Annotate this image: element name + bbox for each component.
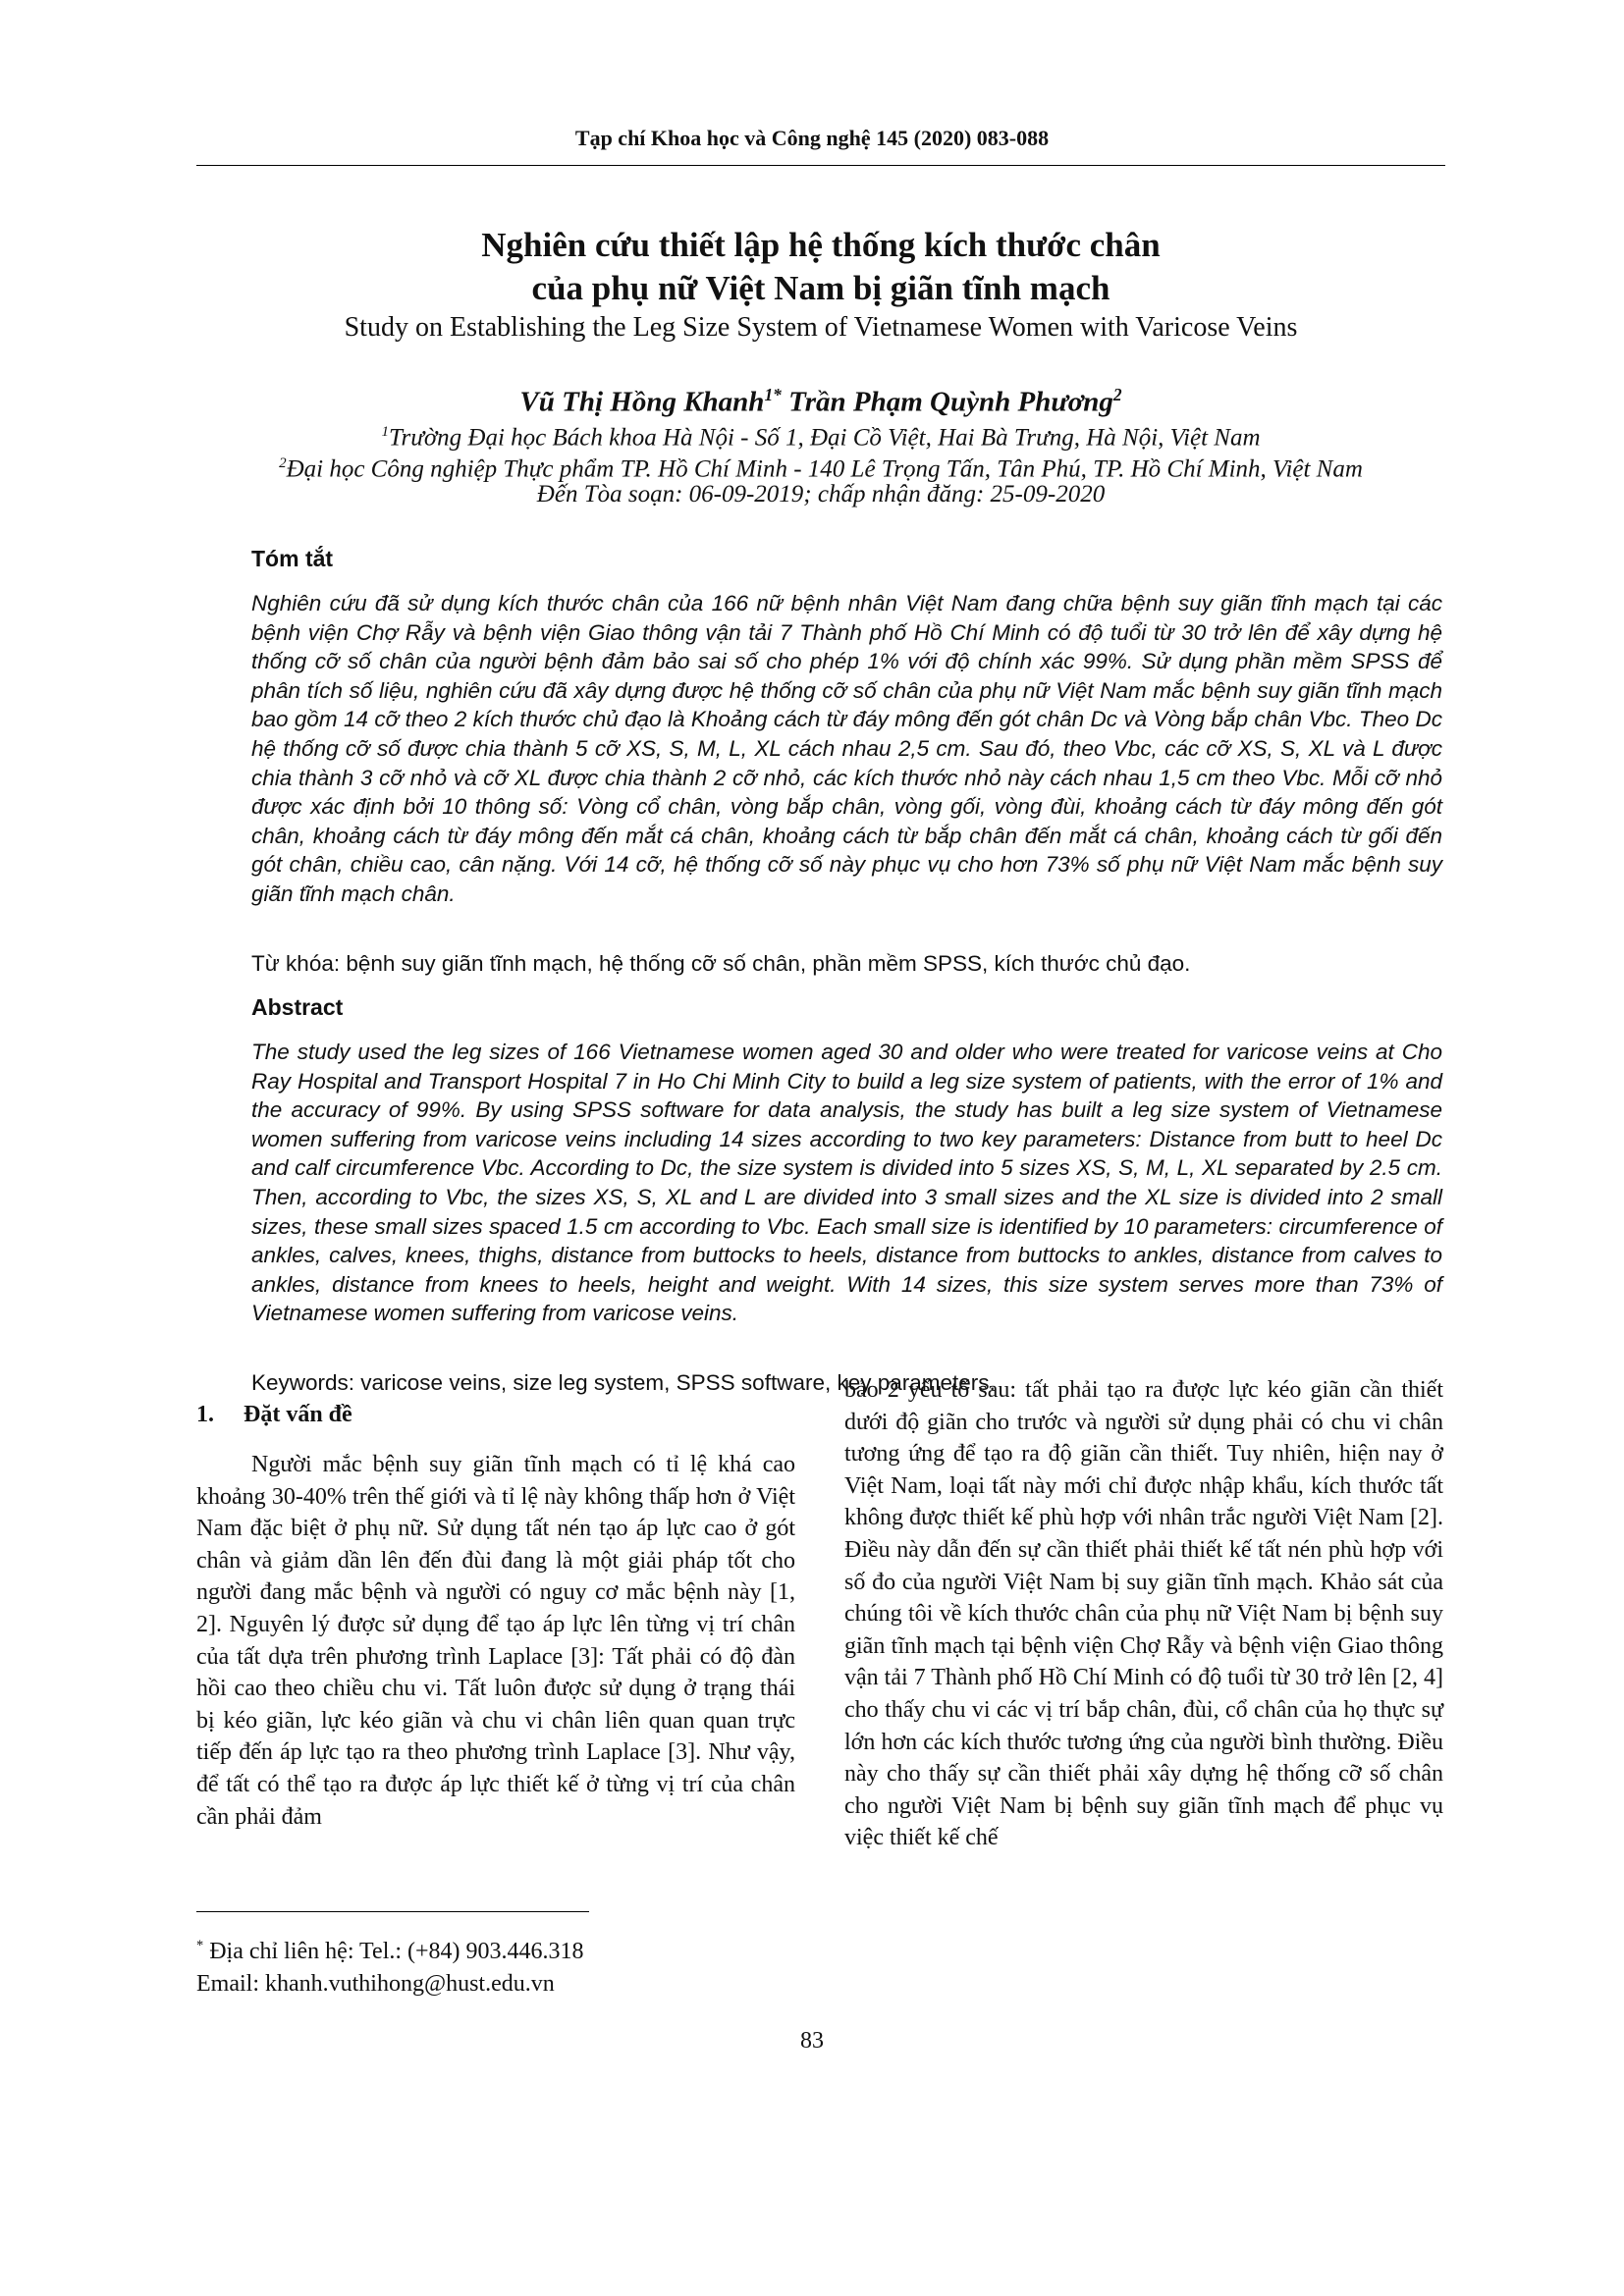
title-line-2: của phụ nữ Việt Nam bị giãn tĩnh mạch bbox=[531, 269, 1110, 307]
author-1-marker: 1* bbox=[764, 385, 782, 404]
author-1: Vũ Thị Hồng Khanh bbox=[519, 386, 765, 418]
paper-title-vi bbox=[196, 224, 1445, 310]
affiliation-1-marker: 1 bbox=[381, 424, 389, 440]
footnote-phone: Địa chỉ liên hệ: Tel.: (+84) 903.446.318 bbox=[203, 1939, 584, 1964]
affiliation-1-text: Trường Đại học Bách khoa Hà Nội - Số 1, Đại Cồ Việt, Hai Bà Trưng, Hà Nội, Việt Nam bbox=[388, 424, 1261, 452]
footnote bbox=[196, 1930, 795, 2001]
journal-header: Tạp chí Khoa học và Công nghệ 145 (2020) 083-088 bbox=[574, 126, 1050, 150]
paper-title-en: Study on Establishing the Leg Size System of Vietnamese Women with Varicose Veins bbox=[344, 312, 1298, 343]
footnote-email: Email: khanh.vuthihong@hust.edu.vn bbox=[196, 1971, 555, 1997]
footnote-marker: * bbox=[196, 1938, 204, 1953]
author-2-marker: 2 bbox=[1112, 385, 1122, 404]
footnote-divider bbox=[196, 1911, 589, 1912]
title-line-1: Nghiên cứu thiết lập hệ thống kích thước chân bbox=[481, 226, 1161, 264]
section-1-left-column: Người mắc bệnh suy giãn tĩnh mạch có tỉ lệ khá cao khoảng 30-40% trên thế giới và tỉ lệ này không thấp hơn ở Việt Nam đặc biệt ở phụ nữ. Sử dụng tất nén tạo áp lực cao ở gót chân và giảm dần lên đến đùi đang là một giải pháp tốt cho người đang mắc bệnh và người có nguy cơ mắc bệnh này [1, 2]. Nguyên lý được sử dụng để tạo áp lực lên từng vị trí chân của tất dựa trên phương trình Laplace [3]: Tất phải có độ đàn hồi cao theo chiều chu vi. Tất luôn được sử dụng ở trạng thái bị kéo giãn, lực kéo giãn và chu vi chân liên quan quan trực tiếp đến áp lực tạo ra theo phương trình Laplace [3]. Như vậy, để tất có thể tạo ra được áp lực thiết kế ở từng vị trí của chân cần phải đảm bbox=[196, 1452, 795, 1830]
author-list bbox=[196, 377, 1445, 420]
affiliation-2-marker: 2 bbox=[279, 455, 287, 471]
header-divider bbox=[196, 165, 1445, 166]
abstract-heading: Abstract bbox=[251, 994, 344, 1020]
affiliation-2-text: Đại học Công nghiệp Thực phẩm TP. Hồ Chí Minh - 140 Lê Trọng Tấn, Tân Phú, TP. Hồ Chí Minh, Việt Nam bbox=[286, 455, 1363, 483]
author-2: Trần Phạm Quỳnh Phương bbox=[781, 386, 1113, 418]
keywords-en: Keywords: varicose veins, size leg system, SPSS software, key parameters. bbox=[251, 1370, 996, 1395]
summary-text: Nghiên cứu đã sử dụng kích thước chân của 166 nữ bệnh nhân Việt Nam đang chữa bệnh suy giãn tĩnh mạch tại các bệnh viện Chợ Rẫy và bệnh viện Giao thông vận tải 7 Thành phố Hồ Chí Minh có độ tuổi từ 30 trở lên để xây dựng hệ thống cỡ số chân của người bệnh đảm bảo sai số cho phép 1% với độ chính xác 99%. Sử dụng phần mềm SPSS để phân tích số liệu, nghiên cứu đã xây dựng được hệ thống cỡ số chân của phụ nữ Việt Nam mắc bệnh suy giãn tĩnh mạch bao gồm 14 cỡ theo 2 kích thước chủ đạo là Khoảng cách từ đáy mông đến gót chân Dc và Vòng bắp chân Vbc. Theo Dc hệ thống cỡ số được chia thành 5 cỡ XS, S, M, L, XL cách nhau 2,5 cm. Sau đó, theo Vbc, các cỡ XS, S, XL và L được chia thành 3 cỡ nhỏ và cỡ XL được chia thành 2 cỡ nhỏ, các kích thước nhỏ này cách nhau 1,5 cm theo Vbc. Mỗi cỡ nhỏ được xác định bởi 10 thông số: Vòng cổ chân, vòng bắp chân, vòng gối, vòng đùi, khoảng cách từ đáy mông đến gót chân, khoảng cách từ đáy mông đến mắt cá chân, khoảng cách từ bắp chân đến mắt cá chân, khoảng cách từ gối đến gót chân, chiều cao, cân nặng. Với 14 cỡ, hệ thống cỡ số này phục vụ cho hơn 73% số phụ nữ Việt Nam mắc bệnh suy giãn tĩnh mạch chân. bbox=[251, 591, 1442, 906]
section-1-right-column: bảo 2 yếu tố sau: tất phải tạo ra được lực kéo giãn cần thiết dưới độ giãn cho trước và người sử dụng phải có chu vi chân tương ứng để tạo ra độ giãn cần thiết. Tuy nhiên, hiện nay ở Việt Nam, loại tất này mới chỉ được nhập khẩu, kích thước tất không được thiết kế phù hợp với nhân trắc người Việt Nam [2]. Điều này dẫn đến sự cần thiết phải thiết kế tất nén phù hợp với số đo của người Việt Nam bị suy giãn tĩnh mạch. Khảo sát của chúng tôi về kích thước chân của phụ nữ Việt Nam bị bệnh suy giãn tĩnh mạch tại bệnh viện Chợ Rẫy và bệnh viện Giao thông vận tải 7 Thành phố Hồ Chí Minh có độ tuổi từ 30 trở lên [2, 4] cho thấy chu vi các vị trí bắp chân, đùi, cổ chân của họ thực sự lớn hơn các kích thước tương ứng của người bình thường. Điều này cho thấy sự cần thiết phải xây dựng hệ thống cỡ số chân cho người Việt Nam bị bệnh suy giãn tĩnh mạch để phục vụ việc thiết kế chế bbox=[844, 1377, 1443, 1851]
section-1-heading: 1. Đặt vấn đề bbox=[196, 1402, 352, 1427]
keywords-vi: Từ khóa: bệnh suy giãn tĩnh mạch, hệ thống cỡ số chân, phần mềm SPSS, kích thước chủ đạo. bbox=[251, 951, 1191, 976]
abstract-text: The study used the leg sizes of 166 Vietnamese women aged 30 and older who were treated for varicose veins at Cho Ray Hospital and Transport Hospital 7 in Ho Chi Minh City to build a leg size system of patients, with the error of 1% and the accuracy of 99%. By using SPSS software for data analysis, the study has built a leg size system of Vietnamese women suffering from varicose veins including 14 sizes according to two key parameters: Distance from butt to heel Dc and calf circumference Vbc. According to Dc, the size system is divided into 5 sizes XS, S, M, L, XL separated by 2.5 cm. Then, according to Vbc, the sizes XS, S, XL and L are divided into 3 small sizes and the XL size is divided into 2 small sizes, these small sizes spaced 1.5 cm according to Vbc. Each small size is identified by 10 parameters: circumference of ankles, calves, knees, thighs, distance from buttocks to heels, distance from buttocks to ankles, distance from calves to ankles, distance from knees to heels, height and weight. With 14 sizes, this size system serves more than 73% of Vietnamese women suffering from varicose veins. bbox=[251, 1040, 1442, 1326]
received-accepted-dates: Đến Tòa soạn: 06-09-2019; chấp nhận đăng: 25-09-2020 bbox=[536, 481, 1106, 507]
page-number: 83 bbox=[800, 2028, 824, 2054]
footnote-contact bbox=[196, 1930, 795, 1968]
summary-heading: Tóm tắt bbox=[251, 546, 334, 571]
